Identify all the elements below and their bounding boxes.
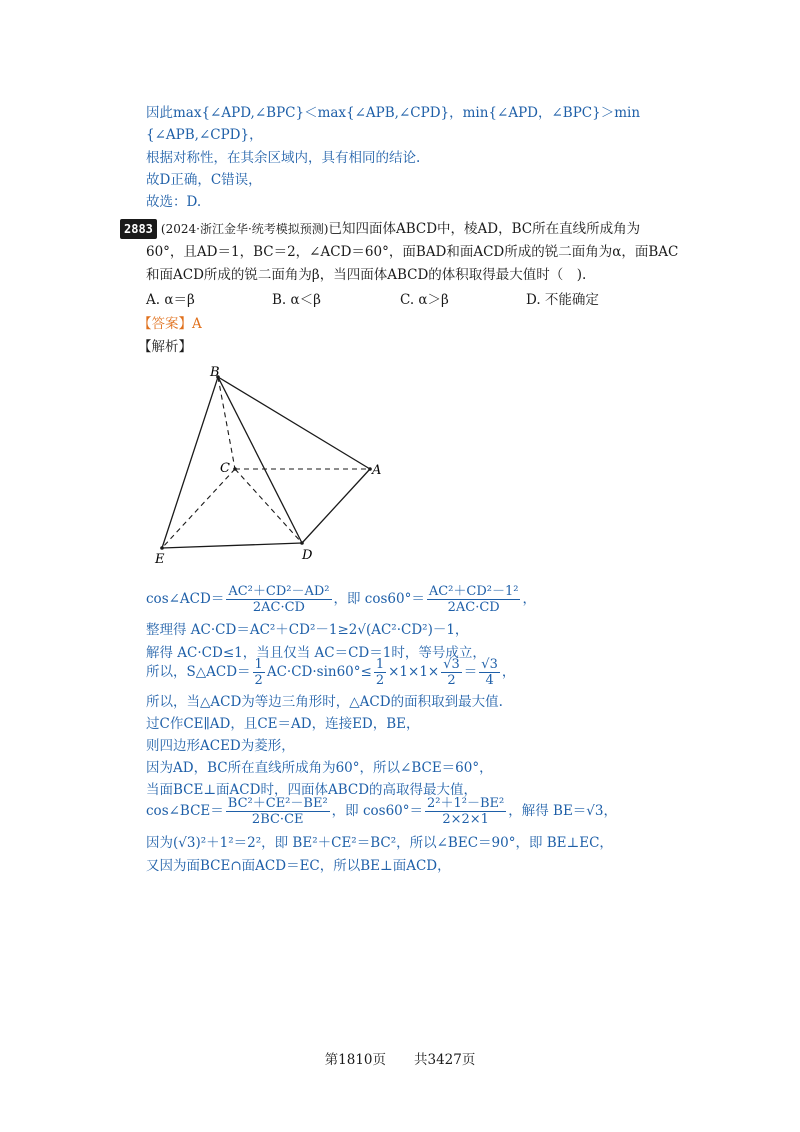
solution-line-5: 所以，当△ACD为等边三角形时，△ACD的面积取到最大值. — [146, 694, 503, 710]
solution-line-10: cos∠BCE＝ $\frac{\text{BC²＋CE²－BE²}}{2BC\cdot CE}$ ，即 cos60°＝ $\frac{\text{2²＋1²－BE²}}{2\times 2\times 1}$ ，解得 BE＝√3， — [146, 796, 617, 827]
prev-line-5: 故选：D. — [146, 194, 202, 210]
solution-line-12: 又因为面BCE∩面ACD＝EC，所以BE⊥面ACD， — [146, 858, 451, 874]
prev-line-4: 故D正确，C错误， — [146, 172, 262, 188]
edge-BE — [162, 377, 218, 548]
total-pages: 共3427页 — [414, 1052, 476, 1068]
analysis-tag: 【解析】 — [138, 339, 192, 355]
solution-line-6: 过C作CE∥AD，且CE＝AD，连接ED，BE， — [146, 716, 420, 732]
edge-BC-dashed — [218, 377, 235, 469]
solution-line-11: 因为(√3)²＋1²＝2²，即 BE²＋CE²＝BC²，所以∠BEC＝90°，即 BE⊥EC， — [146, 835, 613, 851]
prev-line-2: {∠APB,∠CPD}， — [146, 127, 263, 143]
analysis-line — [138, 337, 192, 357]
answer-line — [138, 314, 202, 334]
option-c: C. α＞β — [400, 292, 449, 308]
solution-line-9: 当面BCE⊥面ACD时，四面体ABCD的高取得最大值， — [146, 782, 478, 798]
problem-number-badge: 2883 — [120, 219, 157, 239]
option-b: B. α＜β — [272, 292, 321, 308]
option-a: A. α＝β — [146, 292, 195, 308]
prev-line-3: 根据对称性，在其余区域内，具有相同的结论. — [146, 150, 421, 166]
fraction: $\frac{1}{2}$ — [254, 657, 263, 688]
problem-source: (2024·浙江金华·统考模拟预测) — [160, 222, 329, 236]
edge-ED — [162, 543, 302, 548]
problem-line-3: 和面ACD所成的锐二面角为β，当四面体ABCD的体积取得最大值时（ ). — [146, 267, 587, 283]
fraction: $\frac{√3}{2}$ — [443, 657, 460, 688]
label-E: E — [155, 552, 165, 565]
fraction: $\frac{\text{2²＋1²－BE²}}{2\times 2\times 1}$ — [427, 796, 505, 827]
label-D: D — [302, 548, 313, 563]
solution-line-2: 整理得 AC·CD＝AC²＋CD²－1≥2√(AC²·CD²)－1， — [146, 622, 469, 638]
label-B: B — [210, 365, 220, 380]
solution-line-3: 解得 AC·CD≤1，当且仅当 AC＝CD＝1时，等号成立， — [146, 645, 486, 661]
option-d: D. 不能确定 — [526, 292, 599, 308]
fraction: $\frac{\text{AC²＋CD²－AD²}}{2AC\cdot CD}$ — [228, 584, 330, 615]
label-C: C — [220, 461, 230, 476]
answer-value: A — [192, 316, 202, 332]
fraction: $\frac{1}{2}$ — [375, 657, 385, 688]
page-number: 第1810页 — [324, 1052, 386, 1068]
page-footer — [0, 1048, 800, 1068]
edge-DA — [302, 469, 370, 543]
problem-line-1 — [120, 219, 640, 239]
problem-text-1: 已知四面体ABCD中，棱AD，BC所在直线所成角为 — [328, 221, 641, 237]
problem-line-2: 60°，且AD＝1，BC＝2，∠ACD＝60°，面BAD和面ACD所成的锐二面角为α，面BAC — [146, 244, 679, 260]
solution-line-1: cos∠ACD＝ $\frac{\text{AC²＋CD²－AD²}}{2AC\cdot CD}$ ，即 cos60°＝ $\frac{\text{AC²＋CD²－1²}}{2AC\cdot CD}$ ， — [146, 584, 536, 615]
fraction: $\frac{√3}{4}$ — [481, 657, 498, 688]
prev-line-1: 因此max{∠APD,∠BPC}＜max{∠APB,∠CPD}，min{∠APD，∠BPC}＞min — [146, 105, 641, 121]
label-A: A — [372, 463, 382, 478]
edge-CE-dashed — [162, 469, 235, 548]
tetrahedron-figure — [150, 365, 390, 565]
edge-CD-dashed — [235, 469, 302, 543]
solution-line-8: 因为AD，BC所在直线所成角为60°，所以∠BCE＝60°， — [146, 760, 493, 776]
fraction: $\frac{\text{BC²＋CE²－BE²}}{2BC\cdot CE}$ — [227, 796, 328, 827]
solution-line-4: 所以，S△ACD＝ $\frac{1}{2}$ AC·CD·sin60°≤ $\frac{1}{2}$ ×1×1× $\frac{√3}{2}$ ＝ $\frac{√3}{4}$ ， — [146, 657, 516, 688]
answer-tag: 【答案】 — [138, 316, 192, 332]
fraction: $\frac{\text{AC²＋CD²－1²}}{2AC\cdot CD}$ — [428, 584, 519, 615]
solution-line-7: 则四边形ACED为菱形， — [146, 738, 295, 754]
